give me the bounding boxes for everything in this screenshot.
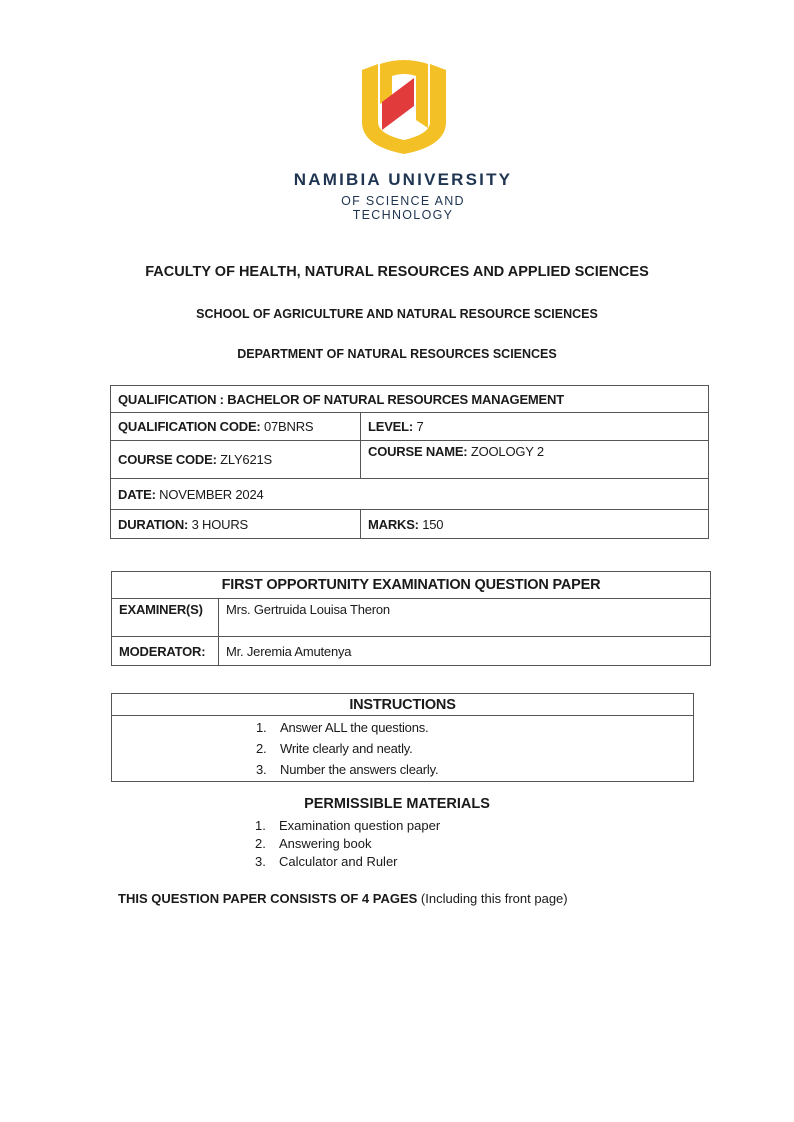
faculty-heading: FACULTY OF HEALTH, NATURAL RESOURCES AND APPLIED SCIENCES xyxy=(145,264,649,280)
label: LEVEL: xyxy=(368,419,417,434)
item-text: Write clearly and neatly. xyxy=(280,741,413,756)
label: QUALIFICATION : xyxy=(118,391,228,407)
item-number: 3. xyxy=(256,762,267,777)
school-heading: SCHOOL OF AGRICULTURE AND NATURAL RESOURCE SCIENCES xyxy=(196,307,598,321)
course-code-value: ZLY621S xyxy=(220,452,272,467)
course-code-cell xyxy=(111,441,361,479)
item-text: Answer ALL the questions. xyxy=(280,720,429,735)
item-number: 3. xyxy=(255,854,266,869)
item-number: 2. xyxy=(255,836,266,851)
material-item xyxy=(255,851,440,872)
university-subtitle: OF SCIENCE AND TECHNOLOGY xyxy=(341,194,465,222)
level-cell xyxy=(361,413,709,441)
item-text: Number the answers clearly. xyxy=(280,762,439,777)
course-name-cell xyxy=(361,441,709,479)
page-count-normal: (Including this front page) xyxy=(417,891,568,906)
materials-list xyxy=(255,815,440,872)
date-value: NOVEMBER 2024 xyxy=(159,486,264,502)
instructions-title: INSTRUCTIONS xyxy=(112,694,694,716)
examiner-value: Mrs. Gertruida Louisa Theron xyxy=(219,599,711,637)
instruction-item xyxy=(256,717,693,738)
qualification-code-cell xyxy=(111,413,361,441)
item-text: Calculator and Ruler xyxy=(279,854,398,869)
instruction-item xyxy=(256,759,693,780)
label: DATE: xyxy=(118,486,160,502)
marks-cell xyxy=(361,510,709,539)
date-cell xyxy=(111,479,709,510)
university-name: NAMIBIA UNIVERSITY xyxy=(293,170,513,189)
moderator-value: Mr. Jeremia Amutenya xyxy=(219,637,711,666)
course-name-value: ZOOLOGY 2 xyxy=(470,444,544,459)
label: COURSE NAME: xyxy=(368,444,471,459)
qualification-cell xyxy=(111,386,709,413)
examination-table xyxy=(111,571,711,666)
examiner-label: EXAMINER(S) xyxy=(112,599,219,637)
qualification-value: BACHELOR OF NATURAL RESOURCES MANAGEMENT xyxy=(227,391,564,407)
qualification-code-value: 07BNRS xyxy=(263,419,314,434)
label: COURSE CODE: xyxy=(118,452,221,467)
item-number: 1. xyxy=(255,818,266,833)
level-value: 7 xyxy=(416,419,424,434)
instructions-list xyxy=(112,716,694,782)
label: MARKS: xyxy=(368,516,423,532)
moderator-label: MODERATOR: xyxy=(112,637,219,666)
instructions-box xyxy=(111,693,694,782)
page-count-note xyxy=(118,891,568,906)
label: QUALIFICATION CODE: xyxy=(118,419,264,434)
university-shield-logo xyxy=(358,58,450,156)
page-count-bold: THIS QUESTION PAPER CONSISTS OF 4 PAGES xyxy=(118,891,418,906)
label: DURATION: xyxy=(118,516,192,532)
duration-cell xyxy=(111,510,361,539)
exam-title: FIRST OPPORTUNITY EXAMINATION QUESTION PAPER xyxy=(112,572,711,599)
materials-title: PERMISSIBLE MATERIALS xyxy=(304,796,490,812)
item-text: Answering book xyxy=(279,836,372,851)
course-info-table xyxy=(110,385,709,539)
marks-value: 150 xyxy=(422,516,444,532)
duration-value: 3 HOURS xyxy=(191,516,248,532)
item-number: 2. xyxy=(256,741,267,756)
item-number: 1. xyxy=(256,720,267,735)
department-heading: DEPARTMENT OF NATURAL RESOURCES SCIENCES xyxy=(237,347,557,361)
item-text: Examination question paper xyxy=(279,818,441,833)
instruction-item xyxy=(256,738,693,759)
